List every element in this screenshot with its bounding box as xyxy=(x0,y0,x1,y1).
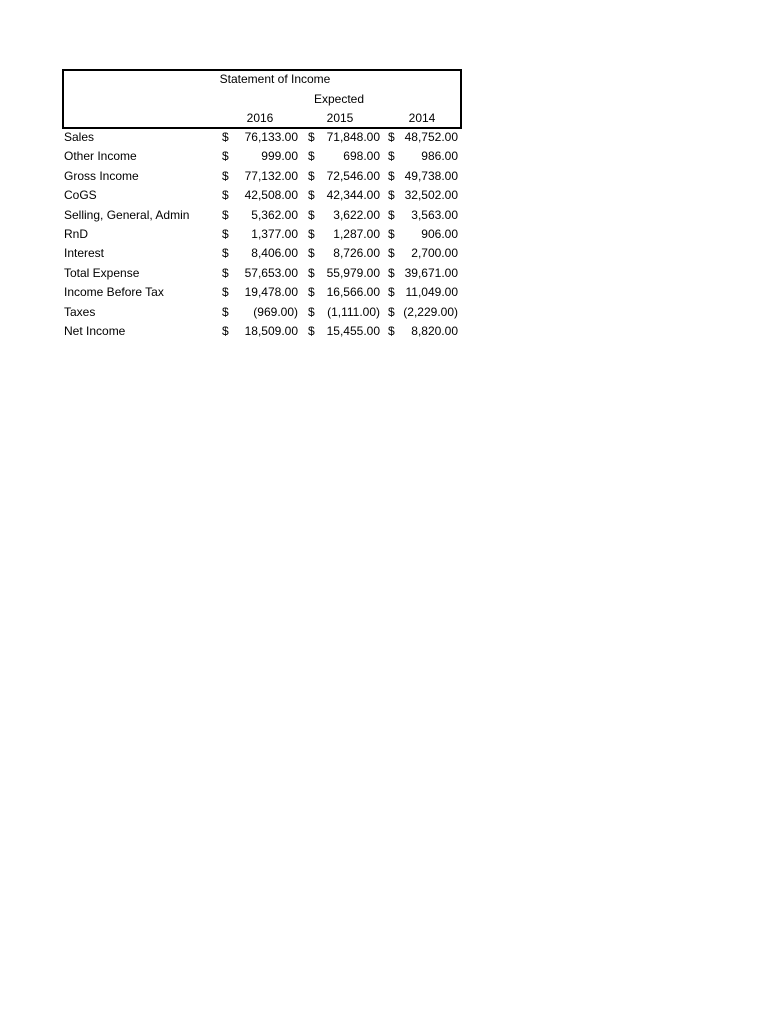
currency-symbol: $ xyxy=(222,130,229,144)
row-income-before-tax xyxy=(62,283,462,302)
year-header-2016: 2016 xyxy=(246,111,274,125)
value-2014: 906.00 xyxy=(421,226,458,241)
income-statement-sheet xyxy=(62,69,462,338)
currency-symbol: $ xyxy=(308,149,315,164)
currency-symbol: $ xyxy=(388,149,395,164)
currency-symbol: $ xyxy=(308,246,315,261)
currency-symbol: $ xyxy=(222,265,229,280)
row-label: Taxes xyxy=(64,304,96,319)
currency-symbol: $ xyxy=(388,323,395,338)
row-taxes xyxy=(62,303,462,322)
value-2014: 32,502.00 xyxy=(404,188,458,203)
value-2016: 1,377.00 xyxy=(251,226,298,241)
currency-symbol: $ xyxy=(222,285,229,300)
row-net-income xyxy=(62,322,462,341)
value-2014: 986.00 xyxy=(421,149,458,164)
row-label: Other Income xyxy=(64,149,137,164)
currency-symbol: $ xyxy=(222,188,229,203)
value-2015: 698.00 xyxy=(343,149,380,164)
value-2016: 77,132.00 xyxy=(244,168,298,183)
currency-symbol: $ xyxy=(222,323,229,338)
value-2015: 8,726.00 xyxy=(333,246,380,261)
currency-symbol: $ xyxy=(308,265,315,280)
currency-symbol: $ xyxy=(388,285,395,300)
row-label: CoGS xyxy=(64,188,97,203)
value-2015: 1,287.00 xyxy=(333,226,380,241)
row-label: Net Income xyxy=(64,323,126,338)
currency-symbol: $ xyxy=(308,168,315,183)
value-2014: 48,752.00 xyxy=(404,130,458,144)
row-label: RnD xyxy=(64,226,89,241)
row-label: Selling, General, Admin xyxy=(64,207,190,222)
statement-rows xyxy=(62,128,462,341)
value-2014: 39,671.00 xyxy=(404,265,458,280)
value-2016: 999.00 xyxy=(261,149,298,164)
row-label: Interest xyxy=(64,246,105,261)
row-sales xyxy=(62,128,462,147)
currency-symbol: $ xyxy=(308,207,315,222)
currency-symbol: $ xyxy=(308,304,315,319)
value-2016: (969.00) xyxy=(253,304,298,319)
value-2015: 71,848.00 xyxy=(326,130,380,144)
currency-symbol: $ xyxy=(388,265,395,280)
currency-symbol: $ xyxy=(388,226,395,241)
currency-symbol: $ xyxy=(388,246,395,261)
row-total-expense xyxy=(62,264,462,283)
value-2016: 5,362.00 xyxy=(251,207,298,222)
currency-symbol: $ xyxy=(308,188,315,203)
row-other-income xyxy=(62,147,462,166)
row-gross-income xyxy=(62,167,462,186)
currency-symbol: $ xyxy=(388,207,395,222)
currency-symbol: $ xyxy=(308,285,315,300)
value-2015: 16,566.00 xyxy=(326,285,380,300)
value-2014: 8,820.00 xyxy=(411,323,458,338)
value-2015: 55,979.00 xyxy=(326,265,380,280)
value-2015: 3,622.00 xyxy=(333,207,380,222)
value-2014: 49,738.00 xyxy=(404,168,458,183)
year-header-2015: 2015 xyxy=(326,111,354,125)
row-rnd xyxy=(62,225,462,244)
value-2016: 57,653.00 xyxy=(244,265,298,280)
value-2016: 18,509.00 xyxy=(244,323,298,338)
value-2014: 11,049.00 xyxy=(405,285,458,300)
row-label: Sales xyxy=(64,130,95,144)
year-header-2014: 2014 xyxy=(408,111,436,125)
value-2015: (1,111.00) xyxy=(327,304,380,319)
row-interest xyxy=(62,244,462,263)
currency-symbol: $ xyxy=(388,168,395,183)
row-selling-general-admin xyxy=(62,206,462,225)
value-2015: 42,344.00 xyxy=(326,188,380,203)
currency-symbol: $ xyxy=(308,226,315,241)
currency-symbol: $ xyxy=(308,130,315,144)
value-2016: 8,406.00 xyxy=(251,246,298,261)
row-label: Gross Income xyxy=(64,168,139,183)
currency-symbol: $ xyxy=(308,323,315,338)
currency-symbol: $ xyxy=(388,188,395,203)
row-cogs xyxy=(62,186,462,205)
value-2015: 72,546.00 xyxy=(326,168,380,183)
row-label: Total Expense xyxy=(64,265,140,280)
currency-symbol: $ xyxy=(222,304,229,319)
currency-symbol: $ xyxy=(388,130,395,144)
row-label: Income Before Tax xyxy=(64,285,164,300)
value-2015: 15,455.00 xyxy=(326,323,380,338)
value-2014: (2,229.00) xyxy=(403,304,458,319)
value-2016: 19,478.00 xyxy=(244,285,298,300)
currency-symbol: $ xyxy=(388,304,395,319)
currency-symbol: $ xyxy=(222,226,229,241)
currency-symbol: $ xyxy=(222,168,229,183)
currency-symbol: $ xyxy=(222,246,229,261)
value-2016: 76,133.00 xyxy=(244,130,298,144)
value-2016: 42,508.00 xyxy=(244,188,298,203)
statement-header xyxy=(62,69,462,129)
value-2014: 2,700.00 xyxy=(411,246,458,261)
statement-subtitle: Expected xyxy=(313,92,365,106)
currency-symbol: $ xyxy=(222,207,229,222)
currency-symbol: $ xyxy=(222,149,229,164)
value-2014: 3,563.00 xyxy=(411,207,458,222)
statement-title: Statement of Income xyxy=(219,72,331,86)
